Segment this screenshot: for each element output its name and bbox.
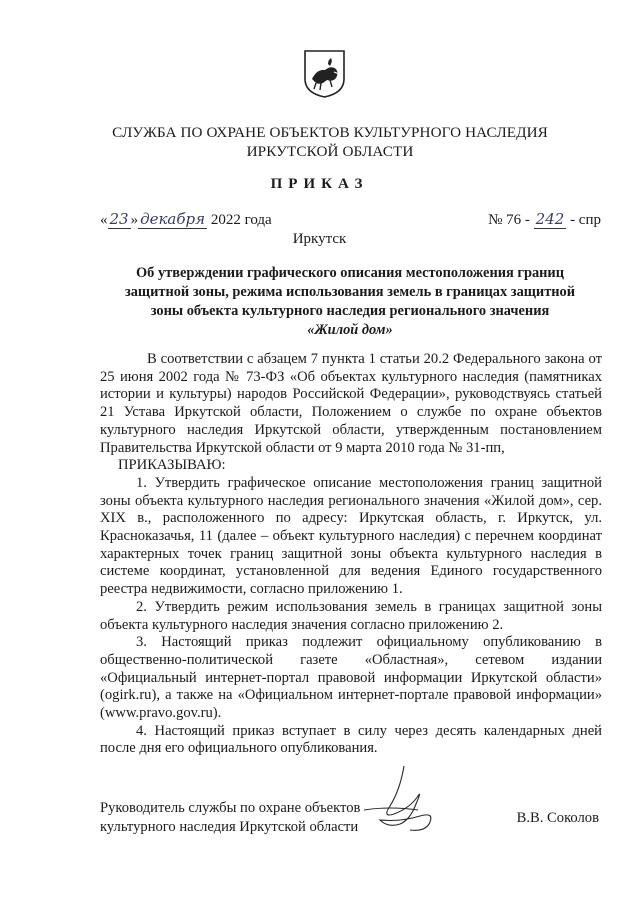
subject-line-2: защитной зоны, режима использования земель в границах защитной bbox=[124, 284, 576, 300]
item-3: 3. Настоящий приказ подлежит официальному опубликованию в общественно-политической газете «Областная», сетевом издании «Официальный интернет-портал правовой информации Иркутской области» (ogirk.ru), а также на «Официальном интернет-портале правовой информации» (www.pravo.gov.ru). bbox=[100, 634, 602, 722]
order-subject bbox=[100, 264, 600, 340]
order-number bbox=[488, 210, 601, 229]
subject-line-3: зоны объекта культурного наследия регионального значения bbox=[150, 303, 550, 319]
item-4: 4. Настоящий приказ вступает в силу через десять календарных дней после дня его официального опубликования. bbox=[100, 722, 602, 757]
subject-object-name: «Жилой дом» bbox=[307, 322, 393, 338]
number-value: 242 bbox=[535, 210, 565, 228]
city-name: Иркутск bbox=[292, 231, 347, 247]
org-line-1: СЛУЖБА ПО ОХРАНЕ ОБЪЕКТОВ КУЛЬТУРНОГО НАСЛЕДИЯ bbox=[112, 124, 548, 141]
item-1: 1. Утвердить графическое описание местоположения границ защитной зоны объекта культурного наследия регионального значения «Жилой дом», сер. XIX в., расположенного по адресу: Иркутская область, г. Иркутск, ул. Красноказачья, 11 (далее – объект культурного наследия) с перечнем координат характерных точек границ защитной зоны объекта культурного наследия в системе координат, установленной для ведения Единого государственного реестра недвижимости, согласно приложению 1. bbox=[100, 474, 602, 598]
decree-word: ПРИКАЗЫВАЮ: bbox=[118, 457, 226, 474]
coat-of-arms-icon bbox=[303, 49, 346, 99]
subject-line-1: Об утверждении графического описания местоположения границ bbox=[135, 265, 565, 281]
number-prefix: № 76 - bbox=[488, 212, 530, 228]
document-type-title: ПРИКАЗ bbox=[270, 176, 369, 192]
order-date bbox=[100, 210, 272, 229]
date-month: декабря bbox=[140, 210, 206, 228]
organization-name bbox=[100, 123, 560, 161]
signatory-name: В.В. Соколов bbox=[516, 810, 599, 826]
org-line-2: ИРКУТСКОЙ ОБЛАСТИ bbox=[246, 143, 414, 160]
order-body bbox=[100, 351, 602, 758]
item-2: 2. Утвердить режим использования земель в границах защитной зоны объекта культурного наследия значения согласно приложению 2. bbox=[100, 598, 602, 633]
date-day: 23 bbox=[109, 210, 129, 228]
position-line-2: культурного наследия Иркутской области bbox=[100, 819, 359, 835]
date-quote-close: » bbox=[130, 212, 139, 228]
date-year: 2022 года bbox=[210, 212, 272, 228]
preamble-paragraph: В соответствии с абзацем 7 пункта 1 статьи 20.2 Федерального закона от 25 июня 2002 года № 73-ФЗ «Об объектах культурного наследия (памятниках истории и культуры) народов Российской Федерации», руководствуясь статьей 21 Устава Иркутской области, Положением о службе по охране объектов культурного наследия Иркутской области, утвержденным постановлением Правительства Иркутской области от 9 марта 2010 года № 31-пп, bbox=[100, 351, 602, 456]
signatory-position bbox=[100, 799, 360, 837]
position-line-1: Руководитель службы по охране объектов bbox=[100, 800, 361, 816]
date-quote-open: « bbox=[100, 212, 108, 228]
number-suffix: - спр bbox=[570, 212, 601, 228]
handwritten-signature bbox=[360, 760, 460, 850]
